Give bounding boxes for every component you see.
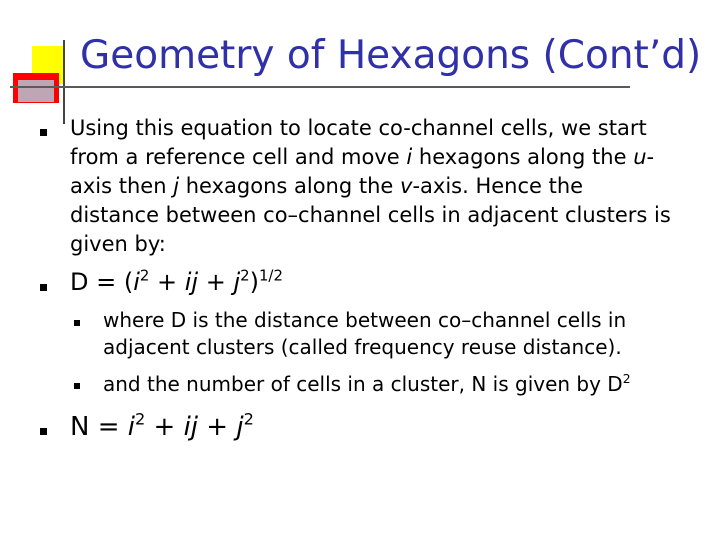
- sub-bullet-line: where D is the distance between co–channel cells in: [103, 308, 627, 332]
- sub-bullet-text: [103, 371, 631, 398]
- variable-v: v: [400, 174, 413, 198]
- bullet-text-line: -axis. Hence the: [412, 174, 584, 198]
- sub-bullet-square-icon: [74, 320, 80, 326]
- variable-u: u: [633, 145, 647, 169]
- formula-text: N =: [70, 412, 128, 442]
- bullet-text-line: hexagons along the: [185, 174, 394, 198]
- bullet-text-line: Using this equation to locate co-channel cells, we start: [70, 116, 647, 140]
- sub-bullet-text: [103, 307, 626, 361]
- variable-i: i: [127, 412, 135, 442]
- sub-bullet-line: and the number of cells in a cluster, N is given by D: [103, 372, 623, 396]
- bullet-text-line: from a reference cell and move: [70, 145, 400, 169]
- formula-text: +: [198, 412, 237, 442]
- variable-i: i: [133, 268, 140, 296]
- formula-n: [70, 410, 254, 444]
- bullet-text-line: hexagons along the: [418, 145, 627, 169]
- formula-d: [70, 266, 283, 298]
- exponent: 2: [240, 266, 250, 285]
- title-underline: [10, 86, 630, 88]
- bullet-square-icon: [40, 284, 47, 291]
- decoration-gray-square: [18, 80, 54, 102]
- bullet-text-line: distance between co–channel cells in adjacent clusters is: [70, 203, 671, 227]
- variable-i: i: [406, 145, 413, 169]
- bullet-text-line: -: [646, 145, 655, 169]
- formula-text: ): [249, 268, 259, 296]
- variable-j: j: [233, 268, 241, 296]
- formula-text: +: [198, 268, 234, 296]
- exponent: 2: [243, 409, 254, 429]
- sub-bullet-square-icon: [74, 383, 80, 389]
- exponent: 1/2: [258, 266, 283, 285]
- exponent: 2: [135, 409, 146, 429]
- exponent: 2: [622, 370, 631, 386]
- bullet-square-icon: [40, 428, 47, 435]
- bullet-paragraph: [70, 114, 671, 259]
- bullet-text-line: axis then: [70, 174, 167, 198]
- exponent: 2: [139, 266, 150, 285]
- variable-ij: ij: [184, 268, 199, 296]
- variable-j: j: [173, 174, 180, 198]
- variable-ij: ij: [183, 412, 199, 442]
- decoration-vertical-rule: [63, 40, 65, 124]
- bullet-text-line: given by:: [70, 232, 166, 256]
- formula-text: D = (: [70, 268, 134, 296]
- formula-text: +: [145, 412, 184, 442]
- sub-bullet-line: adjacent clusters (called frequency reuse distance).: [103, 335, 622, 359]
- formula-text: +: [149, 268, 185, 296]
- slide-title: Geometry of Hexagons (Cont’d): [80, 33, 702, 78]
- bullet-square-icon: [40, 129, 47, 136]
- variable-j: j: [236, 412, 244, 442]
